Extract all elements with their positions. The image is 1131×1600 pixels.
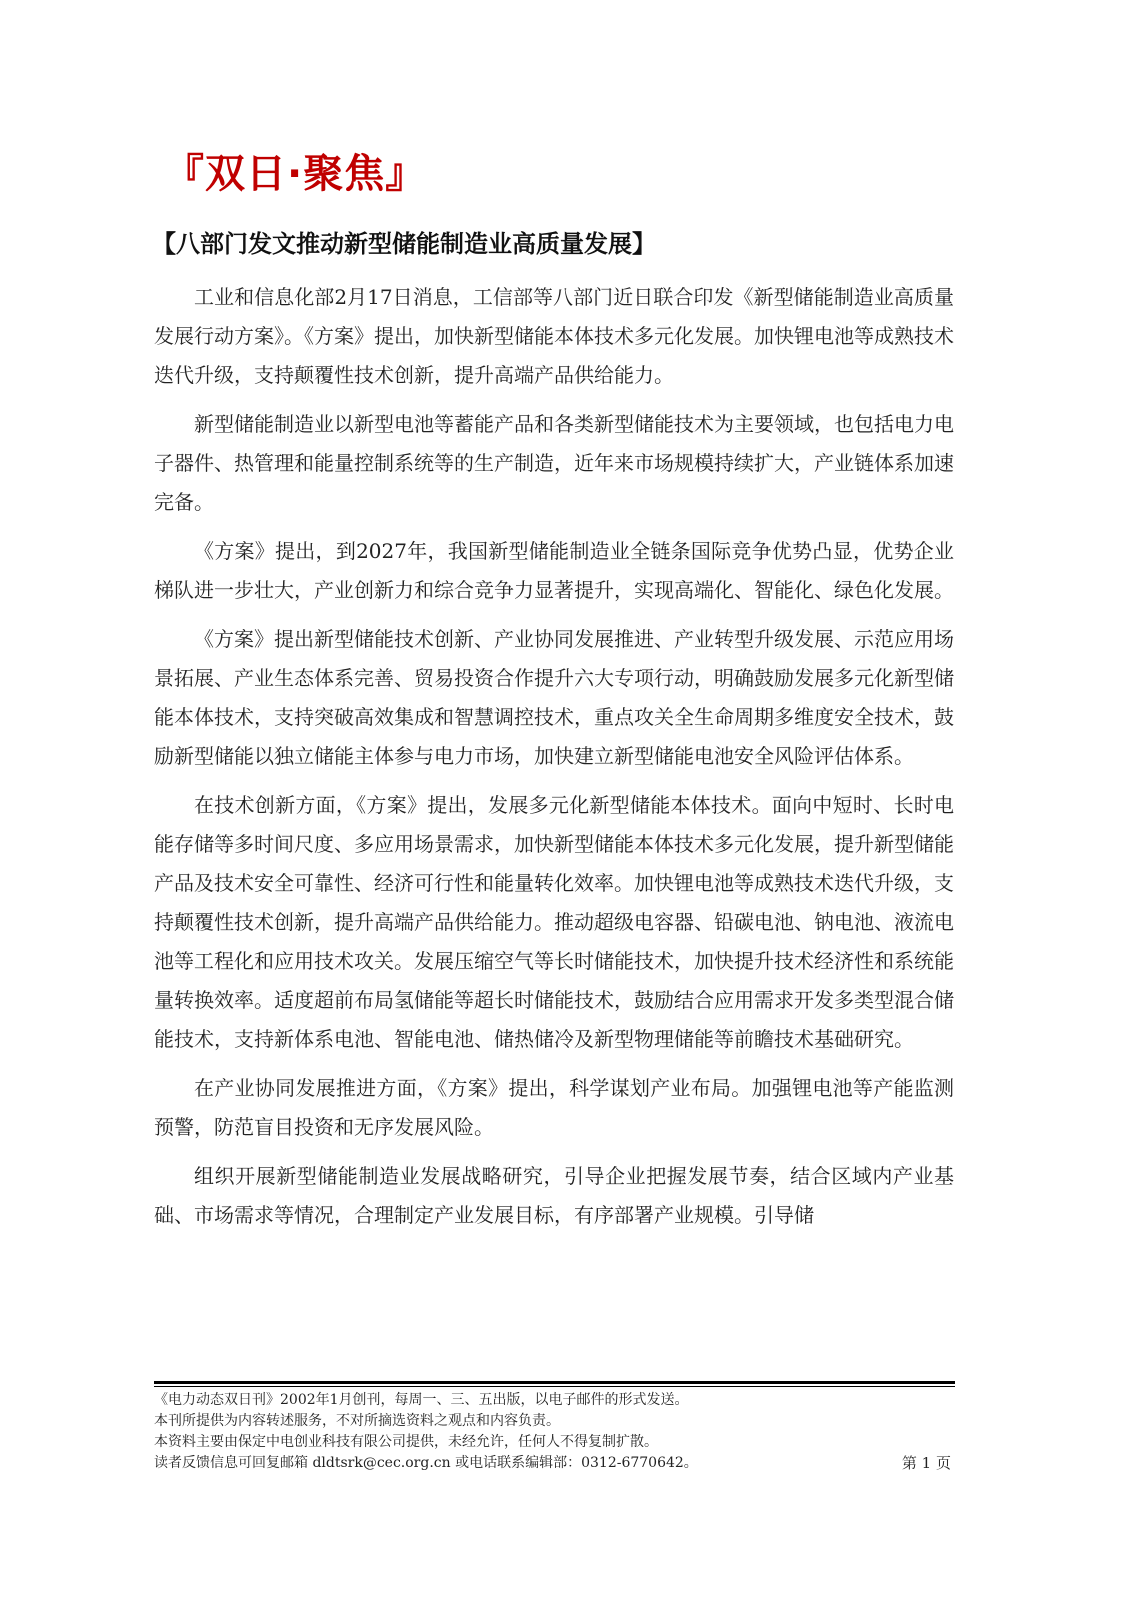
article-title: 【八部门发文推动新型储能制造业高质量发展】: [152, 229, 656, 258]
paragraph: 工业和信息化部2月17日消息，工信部等八部门近日联合印发《新型储能制造业高质量发展行动方案》。《方案》提出，加快新型储能本体技术多元化发展。加快锂电池等成熟技术迭代升级，支持颠覆性技术创新，提升高端产品供给能力。: [154, 285, 954, 387]
paragraph: 新型储能制造业以新型电池等蓄能产品和各类新型储能技术为主要领域，也包括电力电子器件、热管理和能量控制系统等的生产制造，近年来市场规模持续扩大，产业链体系加速完备。: [154, 412, 954, 514]
footer-contact-row: [154, 1453, 955, 1474]
paragraph: 在技术创新方面，《方案》提出，发展多元化新型储能本体技术。面向中短时、长时电能存储等多时间尺度、多应用场景需求，加快新型储能本体技术多元化发展，提升新型储能产品及技术安全可靠性、经济可行性和能量转化效率。加快锂电池等成熟技术迭代升级，支持颠覆性技术创新，提升高端产品供给能力。推动超级电容器、铅碳电池、钠电池、液流电池等工程化和应用技术攻关。发展压缩空气等长时储能技术，加快提升技术经济性和系统能量转换效率。适度超前布局氢储能等超长时储能技术，鼓励结合应用需求开发多类型混合储能技术，支持新体系电池、智能电池、储热储冷及新型物理储能等前瞻技术基础研究。: [154, 793, 954, 1051]
footer-copyright: 本资料主要由保定中电创业科技有限公司提供，未经允许，任何人不得复制扩散。: [154, 1434, 658, 1450]
section-title: 『双日·聚焦』: [164, 151, 427, 197]
page-number: 第 1 页: [901, 1454, 951, 1472]
paragraph: 《方案》提出新型储能技术创新、产业协同发展推进、产业转型升级发展、示范应用场景拓展、产业生态体系完善、贸易投资合作提升六大专项行动，明确鼓励发展多元化新型储能本体技术，支持突破高效集成和智慧调控技术，重点攻关全生命周期多维度安全技术，鼓励新型储能以独立储能主体参与电力市场，加快建立新型储能电池安全风险评估体系。: [154, 627, 954, 768]
article-body: [154, 278, 954, 1245]
footer-publication-info: 《电力动态双日刊》2002年1月创刊，每周一、三、五出版，以电子邮件的形式发送。: [154, 1392, 689, 1408]
footer-divider: [154, 1381, 955, 1384]
paragraph: 在产业协同发展推进方面，《方案》提出，科学谋划产业布局。加强锂电池等产能监测预警，防范盲目投资和无序发展风险。: [154, 1076, 954, 1139]
paragraph: 组织开展新型储能制造业发展战略研究，引导企业把握发展节奏，结合区域内产业基础、市场需求等情况，合理制定产业发展目标，有序部署产业规模。引导储: [154, 1164, 954, 1227]
footer-disclaimer: 本刊所提供为内容转述服务，不对所摘选资料之观点和内容负责。: [154, 1413, 560, 1429]
paragraph: 《方案》提出，到2027年，我国新型储能制造业全链条国际竞争优势凸显，优势企业梯队进一步壮大，产业创新力和综合竞争力显著提升，实现高端化、智能化、绿色化发展。: [154, 539, 954, 602]
footer-divider-thin: [154, 1386, 955, 1387]
footer-contact: 读者反馈信息可回复邮箱 dldtsrk@cec.org.cn 或电话联系编辑部：0312-6770642。: [154, 1455, 698, 1471]
footer: [154, 1390, 955, 1474]
